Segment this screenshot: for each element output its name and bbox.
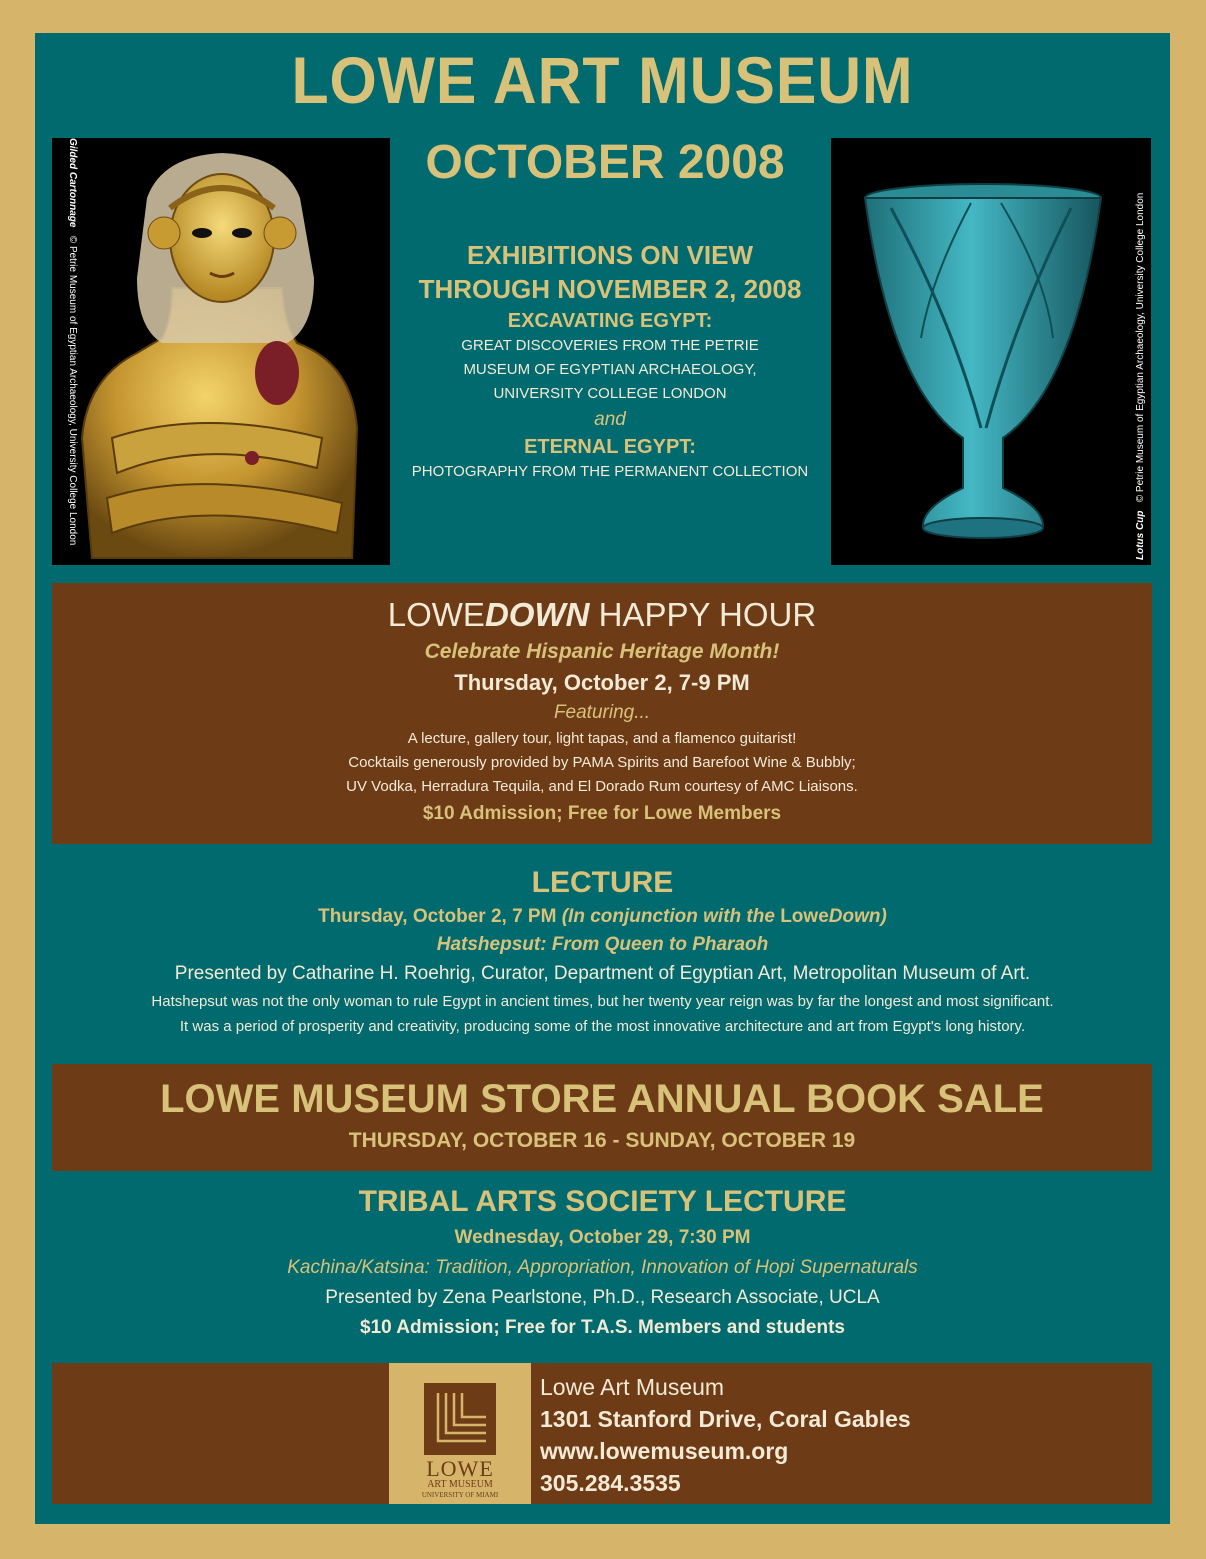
logo-mark-icon <box>424 1383 496 1455</box>
tribal-presenter: Presented by Zena Pearlstone, Ph.D., Research Associate, UCLA <box>325 1287 880 1308</box>
happy-hour-title-c: HAPPY HOUR <box>589 596 817 633</box>
contact-name: Lowe Art Museum <box>540 1374 725 1400</box>
lecture-conj-b: Lowe <box>780 906 829 927</box>
left-photo-credit <box>67 138 78 545</box>
happy-hour-title-a: LOWE <box>387 596 485 633</box>
lecture-block <box>35 863 1170 1039</box>
lecture-talk-title: Hatshepsut: From Queen to Pharaoh <box>436 934 769 955</box>
left-credit-text: © Petrie Museum of Egyptian Archaeology, University College London <box>67 235 78 546</box>
tribal-title: TRIBAL ARTS SOCIETY LECTURE <box>358 1185 847 1218</box>
tribal-date: Wednesday, October 29, 7:30 PM <box>454 1227 751 1248</box>
contact-address: 1301 Stanford Drive, Coral Gables <box>540 1406 911 1432</box>
tribal-talk-title: Kachina/Katsina: Tradition, Appropriation, Innovation of Hopi Supernaturals <box>287 1257 918 1278</box>
book-sale-title: LOWE MUSEUM STORE ANNUAL BOOK SALE <box>160 1077 1044 1121</box>
lecture-title: LECTURE <box>531 866 674 899</box>
right-photo-credit <box>1135 193 1146 560</box>
exhibition-1-line-3: UNIVERSITY COLLEGE LONDON <box>493 385 727 402</box>
lecture-description-2: It was a period of prosperity and creativity, producing some of the most innovative architecture and art from Egypt's long history. <box>179 1018 1026 1035</box>
exhibition-1-title: EXCAVATING EGYPT: <box>507 310 713 332</box>
happy-hour-admission: $10 Admission; Free for Lowe Members <box>422 803 782 824</box>
tribal-admission: $10 Admission; Free for T.A.S. Members and students <box>360 1317 845 1338</box>
gilded-cartonnage-image <box>52 138 390 565</box>
happy-hour-date: Thursday, October 2, 7-9 PM <box>454 670 750 695</box>
contact-website[interactable]: www.lowemuseum.org <box>540 1438 789 1464</box>
happy-hour-line-2: Cocktails generously provided by PAMA Spirits and Barefoot Wine & Bubbly; <box>348 754 856 771</box>
happy-hour-featuring: Featuring... <box>553 702 651 723</box>
right-credit-text: © Petrie Museum of Egyptian Archaeology, University College London <box>1135 192 1146 503</box>
poster-panel <box>35 33 1170 1524</box>
exhibitions-block <box>385 238 835 484</box>
museum-logo <box>389 1363 531 1504</box>
happy-hour-subtitle: Celebrate Hispanic Heritage Month! <box>424 640 780 663</box>
book-sale-box <box>52 1064 1152 1171</box>
happy-hour-title <box>52 583 1152 637</box>
lecture-description-1: Hatshepsut was not the only woman to rule Egypt in ancient times, but her twenty year reign was by far the longest and most significant. <box>151 993 1054 1010</box>
logo-lines-icon <box>434 1393 486 1445</box>
tribal-arts-block <box>35 1181 1170 1343</box>
exhibitions-and: and <box>594 409 626 430</box>
exhibitions-heading: EXHIBITIONS ON VIEW <box>466 240 754 270</box>
happy-hour-line-3: UV Vodka, Herradura Tequila, and El Dorado Rum courtesy of AMC Liaisons. <box>346 778 858 795</box>
right-credit-title: Lotus Cup <box>1135 510 1146 560</box>
logo-text-main: LOWE <box>426 1456 494 1481</box>
exhibition-1-line-2: MUSEUM OF EGYPTIAN ARCHAEOLOGY, <box>463 361 757 378</box>
poster-title: LOWE ART MUSEUM <box>291 43 914 117</box>
footer-box <box>52 1363 1152 1504</box>
lecture-conj-a: (In conjunction with the <box>561 906 781 927</box>
lecture-presenter: Presented by Catharine H. Roehrig, Curator, Department of Egyptian Art, Metropolitan Museum of Art. <box>174 963 1031 984</box>
exhibitions-dates: THROUGH NOVEMBER 2, 2008 <box>418 274 802 304</box>
book-sale-dates: THURSDAY, OCTOBER 16 - SUNDAY, OCTOBER 19 <box>348 1129 856 1152</box>
logo-text-sub: ART MUSEUM <box>427 1479 493 1490</box>
contact-info <box>540 1371 911 1499</box>
month-heading: OCTOBER 2008 <box>425 136 785 189</box>
happy-hour-title-b: DOWN <box>484 596 590 633</box>
logo-text-small: UNIVERSITY OF MIAMI <box>421 1491 499 1499</box>
lotus-cup-photo <box>831 138 1151 565</box>
happy-hour-line-1: A lecture, gallery tour, light tapas, and a flamenco guitarist! <box>407 730 797 747</box>
exhibition-1-line-1: GREAT DISCOVERIES FROM THE PETRIE <box>461 337 759 354</box>
happy-hour-box <box>52 583 1152 844</box>
exhibition-2-line-1: PHOTOGRAPHY FROM THE PERMANENT COLLECTION <box>411 463 809 480</box>
contact-phone: 305.284.3535 <box>540 1470 681 1496</box>
lecture-date: Thursday, October 2, 7 PM <box>318 906 562 927</box>
lotus-cup-image <box>831 138 1151 565</box>
left-credit-title: Gilded Cartonnage <box>67 138 78 228</box>
gilded-cartonnage-photo <box>52 138 390 565</box>
lecture-date-line <box>35 903 1170 931</box>
exhibition-2-title: ETERNAL EGYPT: <box>524 436 696 458</box>
lecture-conj-c: Down) <box>828 906 887 927</box>
